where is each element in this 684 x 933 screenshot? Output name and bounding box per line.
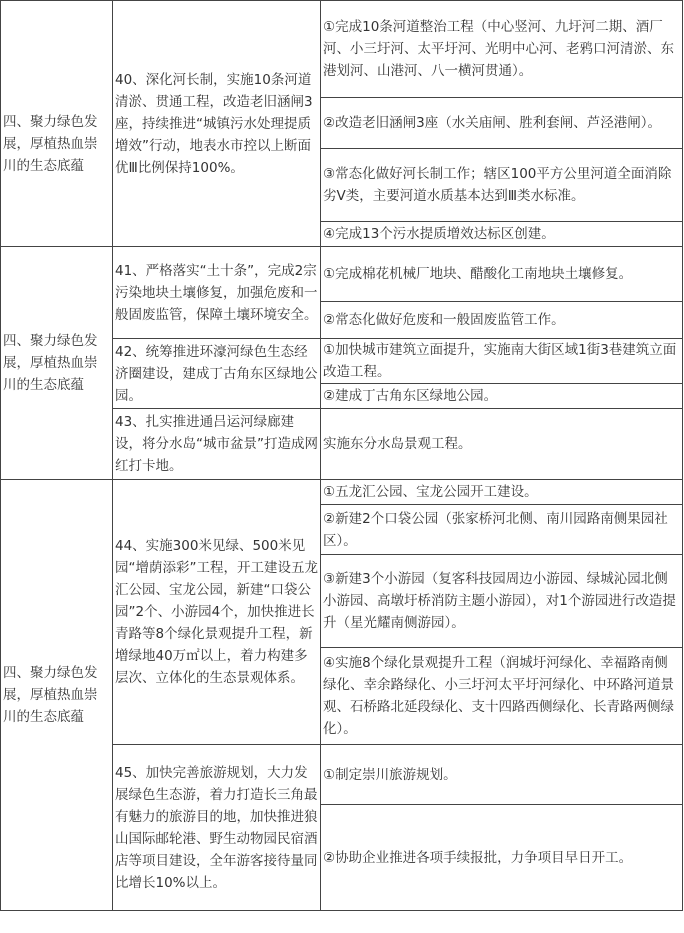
table-row <box>1 480 683 505</box>
measure-cell: ②常态化做好危废和一般固废监管工作。 <box>321 302 683 339</box>
measure-cell: ③常态化做好河长制工作；辖区100平方公里河道全面消除劣V类，主要河道水质基本达到Ⅲ类水标准。 <box>321 149 683 222</box>
measure-cell: ①加快城市建筑立面提升，实施南大街区域1街3巷建筑立面改造工程。 <box>321 339 683 384</box>
measure-cell: ①完成10条河道整治工程（中心竖河、九圩河二期、酒厂河、小三圩河、太平圩河、光明中心河、老鸦口河清淤、东港划河、山港河、八一横河贯通）。 <box>321 1 683 98</box>
task-cell: 45、加快完善旅游规划，大力发展绿色生态游，着力打造长三角最有魅力的旅游目的地，加快推进狼山国际邮轮港、野生动物园民宿酒店等项目建设，全年游客接待量同比增长10%以上。 <box>113 745 321 911</box>
measure-cell: ②协助企业推进各项手续报批，力争项目早日开工。 <box>321 805 683 911</box>
table-row <box>1 1 683 98</box>
measure-cell: ②改造老旧涵闸3座（水关庙闸、胜利套闸、芦泾港闸）。 <box>321 98 683 149</box>
task-cell: 43、扎实推进通吕运河绿廊建设，将分水岛“城市盆景”打造成网红打卡地。 <box>113 409 321 480</box>
measure-cell: ①五龙汇公园、宝龙公园开工建设。 <box>321 480 683 505</box>
measure-cell: ②新建2个口袋公园（张家桥河北侧、南川园路南侧果园社区）。 <box>321 505 683 555</box>
table-row <box>1 247 683 302</box>
measure-cell: ③新建3个小游园（复客科技园周边小游园、绿城沁园北侧小游园、高墩圩桥消防主题小游园），对1个游园进行改造提升（星光耀南侧游园）。 <box>321 555 683 648</box>
task-cell: 41、严格落实“土十条”，完成2宗污染地块土壤修复，加强危废和一般固废监管，保障土壤环境安全。 <box>113 247 321 339</box>
measure-cell: ④完成13个污水提质增效达标区创建。 <box>321 222 683 247</box>
category-cell: 四、聚力绿色发展，厚植热血崇川的生态底蕴 <box>1 247 113 480</box>
task-cell: 44、实施300米见绿、500米见园“增荫添彩”工程，开工建设五龙汇公园、宝龙公园，新建“口袋公园”2个、小游园4个，加快推进长青路等8个绿化景观提升工程，新增绿地40万㎡以上，着力构建多层次、立体化的生态景观体系。 <box>113 480 321 745</box>
measure-cell: ④实施8个绿化景观提升工程（润城圩河绿化、幸福路南侧绿化、幸余路绿化、小三圩河太平圩河绿化、中环路河道景观、石桥路北延段绿化、支十四路西侧绿化、长青路两侧绿化）。 <box>321 648 683 745</box>
measure-cell: ②建成丁古角东区绿地公园。 <box>321 384 683 409</box>
measure-cell: ①完成棉花机械厂地块、醋酸化工南地块土壤修复。 <box>321 247 683 302</box>
measure-cell: ①制定崇川旅游规划。 <box>321 745 683 805</box>
task-cell: 42、统筹推进环濠河绿色生态经济圈建设，建成丁古角东区绿地公园。 <box>113 339 321 409</box>
measure-cell: 实施东分水岛景观工程。 <box>321 409 683 480</box>
category-cell: 四、聚力绿色发展，厚植热血崇川的生态底蕴 <box>1 480 113 911</box>
category-cell: 四、聚力绿色发展，厚植热血崇川的生态底蕴 <box>1 1 113 247</box>
task-cell: 40、深化河长制，实施10条河道清淤、贯通工程，改造老旧涵闸3座，持续推进“城镇污水处理提质增效”行动，地表水市控以上断面优Ⅲ比例保持100%。 <box>113 1 321 247</box>
